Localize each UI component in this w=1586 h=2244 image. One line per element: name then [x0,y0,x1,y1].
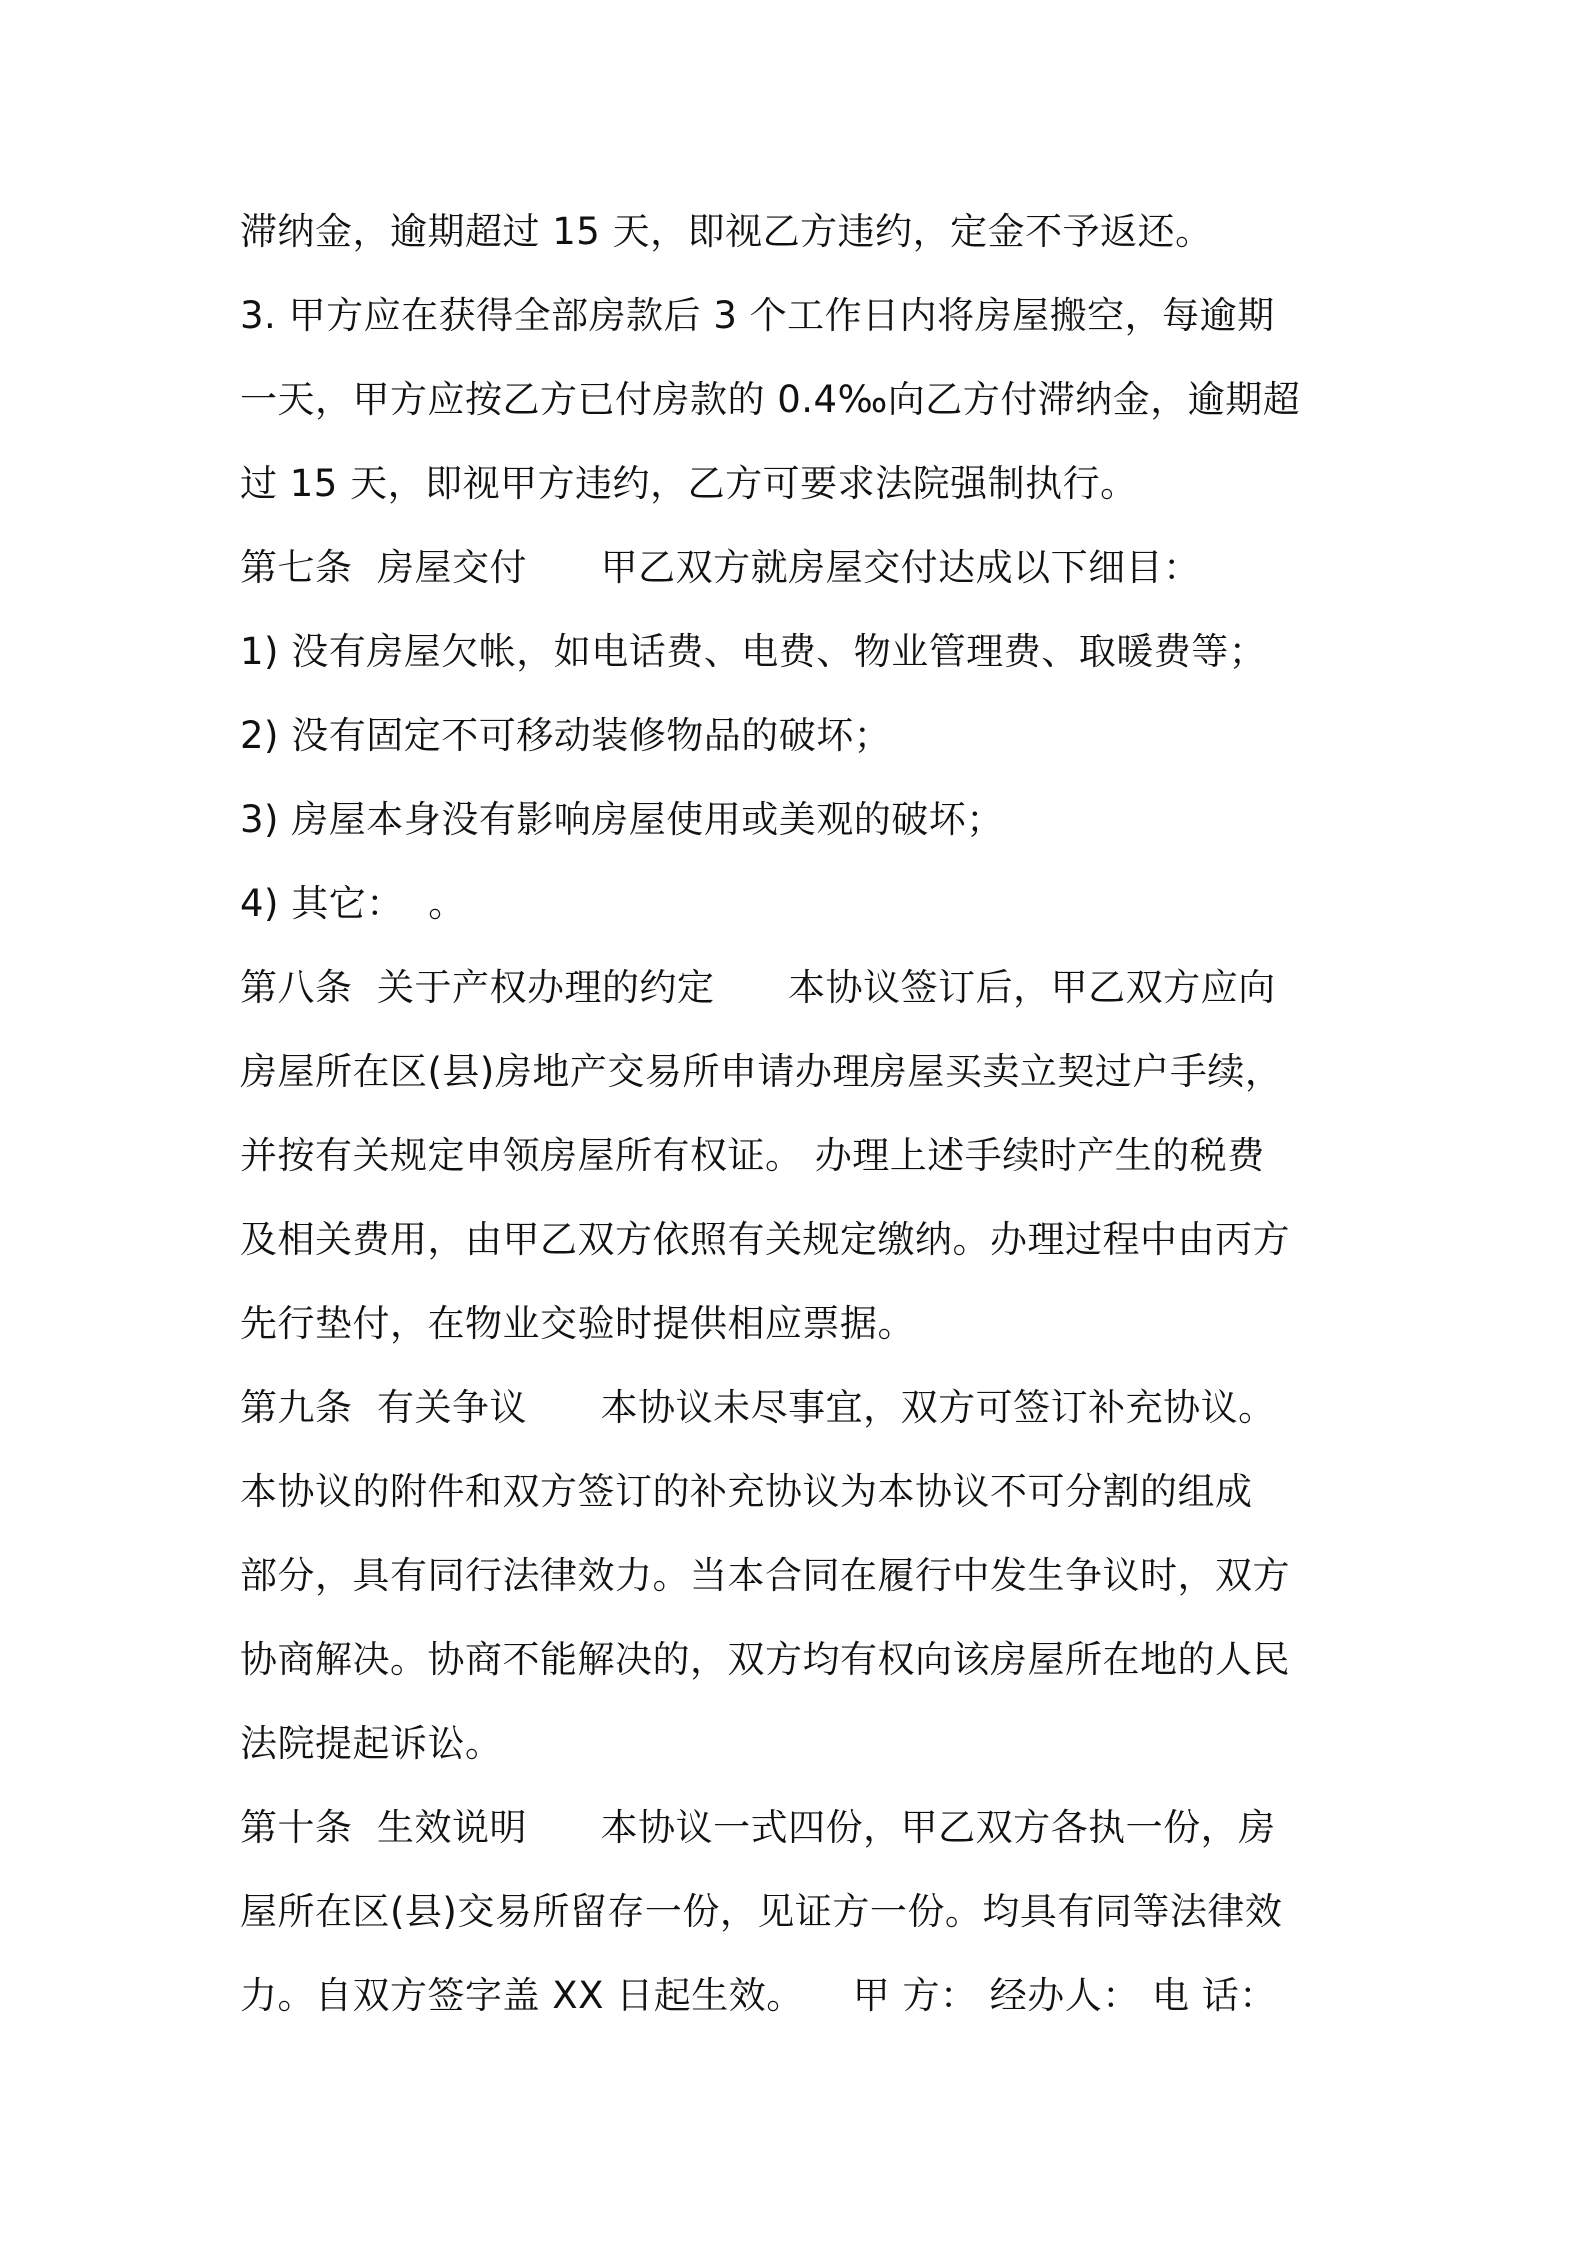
article-9-heading-line: 第九条 有关争议 本协议未尽事宜，双方可签订补充协议。 [240,1386,1276,1429]
document-body [240,190,1360,2038]
article-8-heading-line: 第八条 关于产权办理的约定 本协议签订后，甲乙双方应向 [240,966,1276,1009]
text-line: 一天，甲方应按乙方已付房款的 0.4‰向乙方付滞纳金，逾期超 [240,378,1301,421]
text-line: 并按有关规定申领房屋所有权证。 办理上述手续时产生的税费 [240,1134,1265,1177]
list-item-4: 4) 其它： 。 [240,882,466,925]
text-line: 部分，具有同行法律效力。当本合同在履行中发生争议时，双方 [240,1554,1290,1597]
text-line: 屋所在区(县)交易所留存一份，见证方一份。均具有同等法律效 [240,1890,1283,1933]
text-line: 先行垫付，在物业交验时提供相应票据。 [240,1302,915,1345]
signature-line: 力。自双方签字盖 XX 日起生效。 甲 方： 经办人： 电 话： [240,1974,1277,2017]
text-line: 及相关费用，由甲乙双方依照有关规定缴纳。办理过程中由丙方 [240,1218,1290,1261]
text-line: 房屋所在区(县)房地产交易所申请办理房屋买卖立契过户手续， [240,1050,1283,1093]
list-item-3: 3) 房屋本身没有影响房屋使用或美观的破坏； [240,798,1004,841]
text-line: 法院提起诉讼。 [240,1722,503,1765]
article-7-heading-line: 第七条 房屋交付 甲乙双方就房屋交付达成以下细目： [240,546,1201,589]
article-10-heading-line: 第十条 生效说明 本协议一式四份，甲乙双方各执一份，房 [240,1806,1276,1849]
list-item-2: 2) 没有固定不可移动装修物品的破坏； [240,714,892,757]
text-line: 本协议的附件和双方签订的补充协议为本协议不可分割的组成 [240,1470,1253,1513]
text-line: 协商解决。协商不能解决的，双方均有权向该房屋所在地的人民 [240,1638,1290,1681]
text-line: 过 15 天，即视甲方违约，乙方可要求法院强制执行。 [240,462,1138,505]
list-item-1: 1) 没有房屋欠帐，如电话费、电费、物业管理费、取暖费等； [240,630,1267,673]
text-line: 3. 甲方应在获得全部房款后 3 个工作日内将房屋搬空，每逾期 [240,294,1275,337]
text-line: 滞纳金，逾期超过 15 天，即视乙方违约，定金不予返还。 [240,210,1213,253]
